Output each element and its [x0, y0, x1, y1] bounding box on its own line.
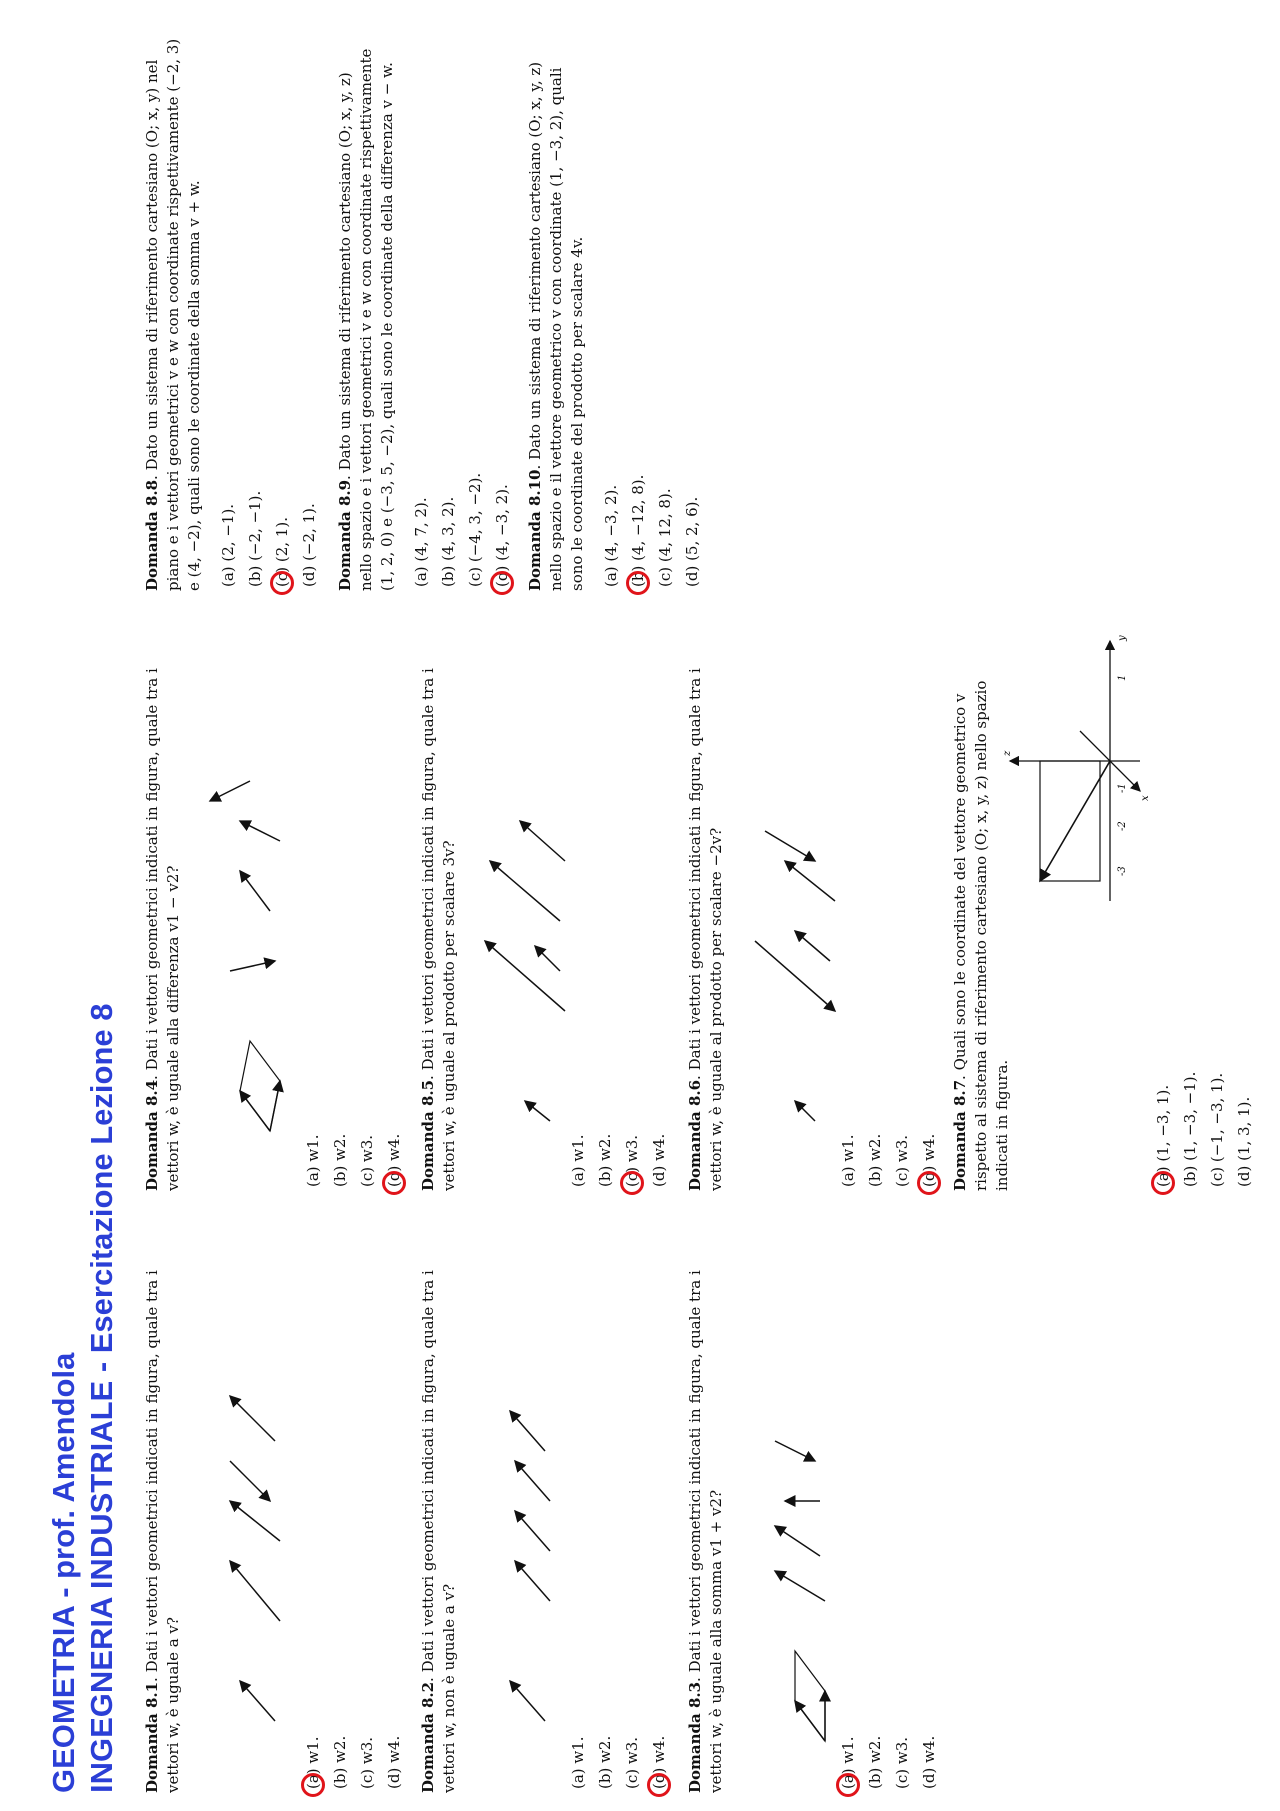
- vector-v: [240, 1681, 275, 1721]
- answer-mark: [301, 1773, 325, 1797]
- question-label: Domanda 8.10: [526, 469, 544, 591]
- figure-8-3: [735, 1291, 859, 1771]
- vector-w4: [210, 781, 250, 801]
- question-8-1: [142, 1233, 184, 1793]
- question-text: . Dato un sistema di riferimento cartesiano (O; x, y, z) nello spazio e i vettori geometrici v e w con coordinate rispettivamente (1, 2, 0) e (−3, 5, −2), quali sono le coordinate della differenza v − w.: [336, 48, 396, 591]
- option-c[interactable]: (c) (4, 12, 8).: [656, 488, 674, 587]
- vector-w3: [240, 821, 280, 841]
- question-label: Domanda 8.2: [419, 1681, 437, 1793]
- options-8-6: [835, 1134, 943, 1191]
- option-c[interactable]: (c) (−1, −3, 1).: [1208, 1072, 1226, 1187]
- question-8-9: [335, 31, 398, 591]
- options-8-10: [598, 475, 706, 591]
- vector-figure-8-6: [735, 701, 855, 1161]
- vector-w2: [795, 931, 830, 961]
- answer-mark: [647, 1773, 671, 1797]
- question-label: Domanda 8.1: [143, 1681, 161, 1793]
- option-a[interactable]: (a) w1.: [839, 1134, 857, 1187]
- vector-w2: [535, 946, 560, 971]
- tick-m3: -3: [1117, 866, 1128, 876]
- vector-w2: [515, 1511, 550, 1551]
- vector-w2: [240, 871, 270, 911]
- option-b[interactable]: (b) w2.: [331, 1133, 349, 1187]
- option-c[interactable]: (c) (−4, 3, −2).: [466, 472, 484, 587]
- figure-8-7: [1000, 611, 1154, 911]
- option-a[interactable]: (a) (1, −3, 1).: [1150, 1072, 1177, 1191]
- question-label: Domanda 8.3: [686, 1681, 704, 1793]
- vector-v: [525, 1101, 550, 1121]
- question-text: . Dati i vettori geometrici indicati in figura, quale tra i vettori w, è uguale alla differenza v1 − v2?: [143, 668, 182, 1191]
- options-8-5: [565, 1134, 673, 1191]
- options-8-9: [408, 473, 516, 591]
- vector-w1: [485, 941, 565, 1011]
- vector-figure-8-4: [190, 701, 310, 1161]
- question-label: Domanda 8.7: [951, 1079, 969, 1191]
- option-b[interactable]: (b) w2.: [866, 1133, 884, 1187]
- option-b[interactable]: (b) (1, −3, −1).: [1181, 1071, 1199, 1187]
- vector-v2: [270, 1081, 280, 1131]
- option-a[interactable]: (a) (2, −1).: [219, 503, 237, 587]
- question-8-6: [685, 631, 727, 1191]
- question-text: . Dati i vettori geometrici indicati in figura, quale tra i vettori w, è uguale al prodotto per scalare 3v?: [419, 668, 458, 1191]
- option-d[interactable]: (d) w4.: [920, 1735, 938, 1789]
- option-b[interactable]: (b) w2.: [596, 1133, 614, 1187]
- figure-8-6: [735, 701, 859, 1161]
- question-label: Domanda 8.5: [419, 1079, 437, 1191]
- options-8-3: [835, 1736, 943, 1793]
- axis-z-label: z: [1002, 750, 1013, 756]
- answer-mark: [836, 1773, 860, 1797]
- option-a[interactable]: (a) w1.: [569, 1736, 587, 1789]
- vector-w4: [520, 821, 565, 861]
- question-text: . Dato un sistema di riferimento cartesiano (O; x, y, z) nello spazio e il vettore geometrico v con coordinate (1, −3, 2), quali sono le coordinate del prodotto per scalare 4v.: [526, 61, 586, 591]
- vector-w1: [230, 1561, 280, 1621]
- box-edge: [1040, 761, 1100, 881]
- option-d[interactable]: (d) w4.: [385, 1735, 403, 1789]
- axis-y-label: y: [1117, 635, 1128, 641]
- vector-w3: [785, 861, 835, 901]
- vector-v: [510, 1681, 545, 1721]
- option-b[interactable]: (b) (4, 3, 2).: [439, 496, 457, 587]
- answer-mark: [620, 1171, 644, 1195]
- figure-8-2: [465, 1301, 589, 1741]
- option-c[interactable]: (c) w3.: [893, 1736, 911, 1789]
- option-d[interactable]: (d) w4.: [916, 1134, 943, 1191]
- option-d[interactable]: (d) w4.: [381, 1134, 408, 1191]
- option-b[interactable]: (b) w2.: [331, 1735, 349, 1789]
- vector-w4: [510, 1411, 545, 1451]
- vector-figure-8-1: [190, 1301, 310, 1741]
- option-d[interactable]: (d) (−2, 1).: [300, 503, 318, 587]
- option-b[interactable]: (b) (−2, −1).: [246, 490, 264, 587]
- option-c[interactable]: (c) w3.: [893, 1134, 911, 1187]
- figure-8-1: [190, 1301, 314, 1741]
- vector-w2: [230, 1501, 280, 1541]
- vector-w3: [230, 1461, 270, 1501]
- tick-m2: -2: [1117, 821, 1128, 831]
- option-d[interactable]: (d) w4.: [650, 1133, 668, 1187]
- answer-mark: [917, 1171, 941, 1195]
- tick-m1: -1: [1117, 783, 1128, 793]
- question-8-10: [525, 31, 588, 591]
- parallelogram: [795, 1651, 825, 1741]
- axis-x-label: x: [1140, 795, 1151, 801]
- option-c[interactable]: (c) w3.: [358, 1736, 376, 1789]
- question-text: . Dati i vettori geometrici indicati in figura, quale tra i vettori w, non è uguale a v?: [419, 1270, 458, 1793]
- vector-figure-8-3: [735, 1291, 855, 1771]
- answer-mark: [490, 571, 514, 595]
- option-c[interactable]: (c) w3.: [358, 1134, 376, 1187]
- option-b[interactable]: (b) w2.: [596, 1735, 614, 1789]
- vector-w1: [755, 941, 835, 1011]
- vector-v1: [795, 1701, 825, 1741]
- option-a[interactable]: (a) (4, 7, 2).: [412, 497, 430, 587]
- option-c[interactable]: (c) w3.: [623, 1736, 641, 1789]
- question-text: . Dati i vettori geometrici indicati in figura, quale tra i vettori w, è uguale al prodotto per scalare −2v?: [686, 668, 725, 1191]
- question-8-5: [418, 631, 460, 1191]
- question-8-2: [418, 1233, 460, 1793]
- question-8-3: [685, 1233, 727, 1793]
- question-text: . Dati i vettori geometrici indicati in figura, quale tra i vettori w, è uguale alla somma v1 + v2?: [686, 1270, 725, 1793]
- vector-figure-8-5: [465, 701, 585, 1161]
- option-d[interactable]: (d) (5, 2, 6).: [683, 496, 701, 587]
- vector-w2: [775, 1526, 820, 1556]
- vector-v1: [240, 1091, 270, 1131]
- vector-w3: [490, 861, 560, 921]
- vector-w1: [775, 1571, 825, 1601]
- vector-figure-8-2: [465, 1301, 585, 1741]
- page-title-line2: INGEGNERIA INDUSTRIALE - Esercitazione Lezione 8: [84, 1003, 119, 1793]
- option-b[interactable]: (b) (4, −12, 8).: [625, 475, 652, 591]
- question-label: Domanda 8.9: [336, 479, 354, 591]
- figure-8-4: [190, 701, 314, 1161]
- option-a[interactable]: (a) (4, −3, 2).: [602, 484, 620, 587]
- vector-w1: [515, 1561, 550, 1601]
- answer-mark: [270, 571, 294, 595]
- option-a[interactable]: (a) w1.: [300, 1736, 327, 1793]
- options-8-8: [215, 491, 323, 591]
- question-label: Domanda 8.8: [143, 479, 161, 591]
- vector-w4: [775, 1441, 815, 1461]
- figure-8-5: [465, 701, 589, 1161]
- vector-w1: [230, 961, 275, 971]
- question-label: Domanda 8.6: [686, 1079, 704, 1191]
- option-a[interactable]: (a) w1.: [304, 1134, 322, 1187]
- answer-mark: [626, 571, 650, 595]
- options-8-2: [565, 1736, 673, 1793]
- question-label: Domanda 8.4: [143, 1079, 161, 1191]
- options-8-1: [300, 1736, 408, 1793]
- answer-mark: [1151, 1171, 1175, 1195]
- option-d[interactable]: (d) (1, 3, 1).: [1235, 1096, 1253, 1187]
- question-text: . Dati i vettori geometrici indicati in figura, quale tra i vettori w, è uguale a v?: [143, 1270, 182, 1793]
- option-b[interactable]: (b) w2.: [866, 1735, 884, 1789]
- option-a[interactable]: (a) w1.: [569, 1134, 587, 1187]
- option-c[interactable]: (c) (2, 1).: [269, 491, 296, 591]
- options-8-7: [1150, 1072, 1258, 1191]
- option-d[interactable]: (d) (4, −3, 2).: [489, 473, 516, 591]
- tick-1: 1: [1117, 674, 1128, 681]
- options-8-4: [300, 1134, 408, 1191]
- option-a[interactable]: (a) w1.: [835, 1736, 862, 1793]
- vector-w4: [765, 831, 815, 861]
- axes-3d-figure: [1000, 611, 1150, 911]
- answer-mark: [382, 1171, 406, 1195]
- question-text: . Quali sono le coordinate del vettore geometrico v rispetto al sistema di riferimento cartesiano (O; x, y, z) nello spazio indicati in figura.: [951, 680, 1011, 1191]
- question-text: . Dato un sistema di riferimento cartesiano (O; x, y) nel piano e i vettori geometrici v e w con coordinate rispettivamente (−2, 3) e (4, −2), quali sono le coordinate della somma v + w.: [143, 38, 203, 591]
- page-title-line1: GEOMETRIA - prof. Amendola: [46, 1352, 81, 1793]
- vector-v: [795, 1101, 815, 1121]
- question-8-4: [142, 631, 184, 1191]
- option-d[interactable]: (d) w4.: [646, 1736, 673, 1793]
- vector-w4: [230, 1396, 275, 1441]
- option-c[interactable]: (c) w3.: [619, 1134, 646, 1191]
- question-8-8: [142, 31, 205, 591]
- vector-w3: [515, 1461, 550, 1501]
